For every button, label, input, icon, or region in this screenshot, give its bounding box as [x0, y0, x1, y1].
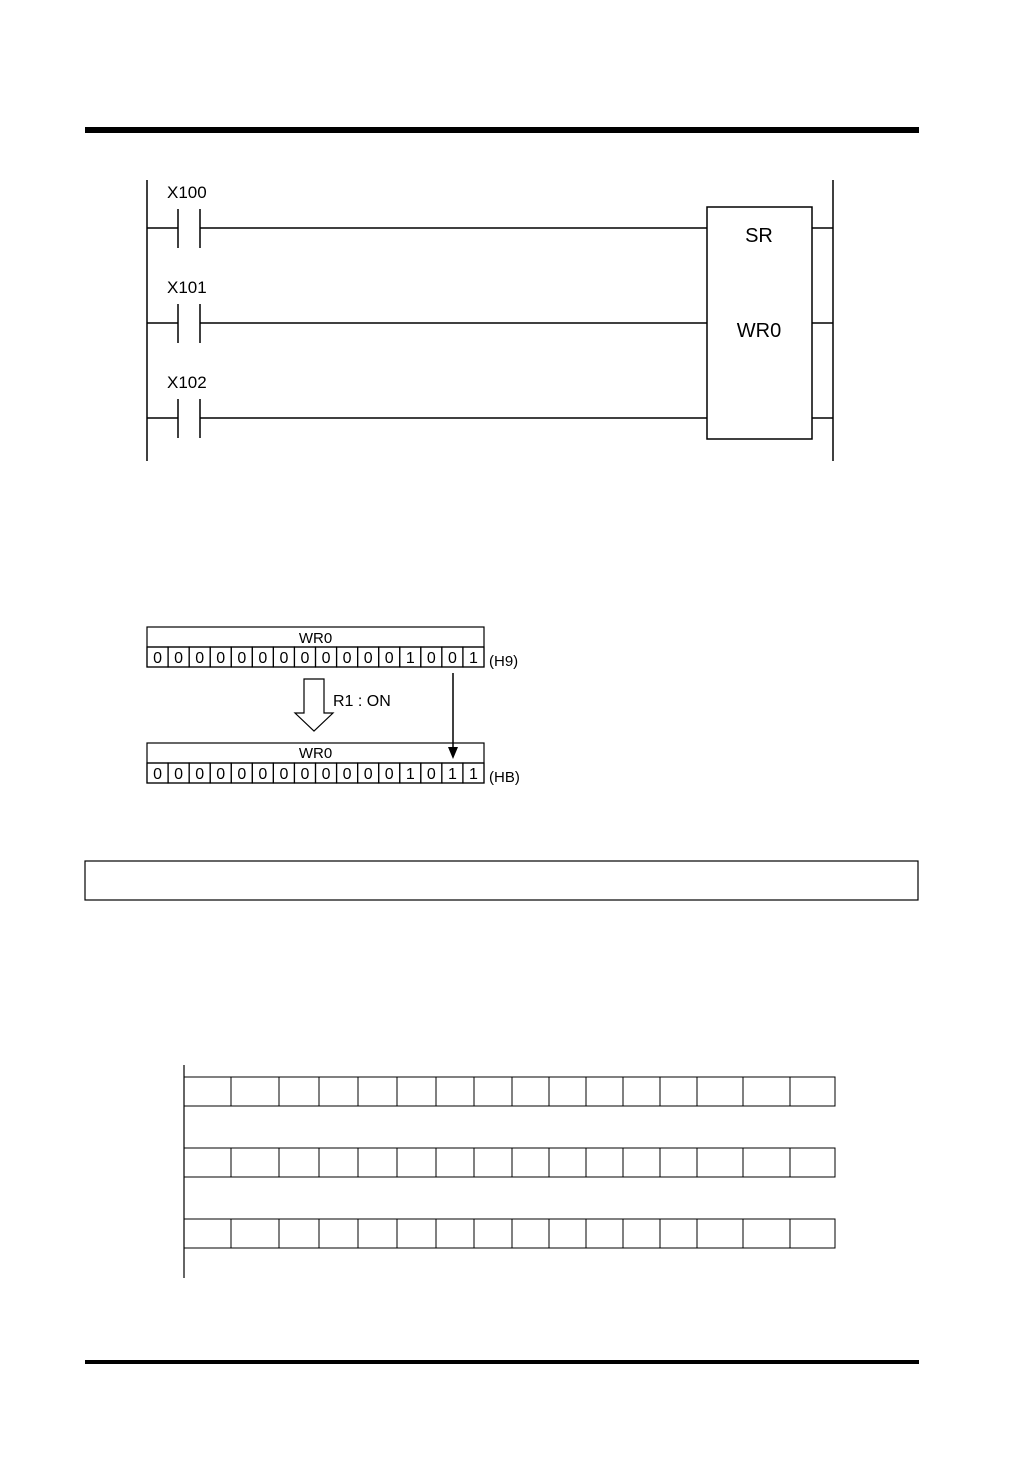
- table-cell-r0-c12: [660, 1077, 697, 1106]
- bit-before-bit-1: 0: [174, 650, 184, 667]
- table-cell-r2-c4: [358, 1219, 397, 1248]
- table-cell-r0-c2: [279, 1077, 319, 1106]
- table-cell-r0-c7: [474, 1077, 512, 1106]
- bit-before-bit-8: 0: [321, 650, 331, 667]
- bit-before-bit-9: 0: [342, 650, 352, 667]
- table-cell-r2-c5: [397, 1219, 436, 1248]
- transition-label: R1 : ON: [333, 693, 391, 710]
- contact-label-x101: X101: [167, 278, 207, 297]
- bit-after-bit-3: 0: [216, 766, 226, 783]
- footer-rule: [85, 1360, 919, 1364]
- bit-set-arrowhead-icon: [448, 747, 458, 759]
- bit-before-bit-14: 0: [447, 650, 457, 667]
- bit-after-bit-0: 0: [153, 766, 162, 783]
- bit-after-bit-5: 0: [258, 766, 268, 783]
- bit-after-bit-15: 1: [469, 766, 478, 783]
- table-cell-r1-c7: [474, 1148, 512, 1177]
- table-cell-r1-c2: [279, 1148, 319, 1177]
- bit-before-bit-13: 0: [426, 650, 436, 667]
- table-cell-r1-c15: [790, 1148, 835, 1177]
- table-cell-r1-c8: [512, 1148, 549, 1177]
- table-cell-r0-c15: [790, 1077, 835, 1106]
- register-before-hex: (H9): [489, 653, 519, 670]
- table-cell-r0-c14: [743, 1077, 790, 1106]
- table-cell-r1-c3: [319, 1148, 358, 1177]
- bit-before-bit-6: 0: [279, 650, 289, 667]
- register-after-hex: (HB): [489, 769, 520, 786]
- header-rule: [85, 127, 919, 133]
- table-cell-r0-c5: [397, 1077, 436, 1106]
- bit-after-bit-13: 0: [426, 766, 436, 783]
- bit-after-bit-9: 0: [342, 766, 352, 783]
- table-cell-r2-c10: [586, 1219, 623, 1248]
- bit-after-bit-14: 1: [447, 766, 457, 783]
- table-cell-r2-c2: [279, 1219, 319, 1248]
- table-cell-r1-c9: [549, 1148, 586, 1177]
- table-cell-r0-c10: [586, 1077, 623, 1106]
- bit-after-bit-11: 0: [384, 766, 394, 783]
- bit-after-bit-6: 0: [279, 766, 289, 783]
- table-cell-r1-c13: [697, 1148, 743, 1177]
- table-cell-r2-c9: [549, 1219, 586, 1248]
- table-cell-r1-c10: [586, 1148, 623, 1177]
- bit-after-bit-1: 0: [174, 766, 184, 783]
- rung-3: [147, 399, 833, 438]
- table-cell-r2-c15: [790, 1219, 835, 1248]
- bit-before-bit-12: 1: [405, 650, 415, 667]
- table-cell-r2-c11: [623, 1219, 660, 1248]
- register-after-bits: [147, 763, 484, 783]
- register-before: [147, 627, 518, 670]
- ladder-diagram: [147, 180, 833, 461]
- table-cell-r0-c13: [697, 1077, 743, 1106]
- bit-before-bit-4: 0: [237, 650, 247, 667]
- bit-after-bit-4: 0: [237, 766, 247, 783]
- table-cell-r1-c0: [184, 1148, 231, 1177]
- table-cell-r2-c12: [660, 1219, 697, 1248]
- table-cell-r0-c3: [319, 1077, 358, 1106]
- table-cell-r0-c9: [549, 1077, 586, 1106]
- bit-before-bit-0: 0: [153, 650, 162, 667]
- bit-after-bit-8: 0: [321, 766, 331, 783]
- bit-after-bit-2: 0: [195, 766, 205, 783]
- table-cell-r0-c4: [358, 1077, 397, 1106]
- bit-after-bit-12: 1: [405, 766, 415, 783]
- register-before-bits: [147, 647, 484, 667]
- table-cell-r0-c0: [184, 1077, 231, 1106]
- bit-after-bit-7: 0: [300, 766, 310, 783]
- register-before-label: WR0: [298, 630, 333, 647]
- table-cell-r1-c11: [623, 1148, 660, 1177]
- instruction-operand: WR0: [736, 320, 782, 342]
- bit-before-bit-3: 0: [216, 650, 226, 667]
- contact-label-x100: X100: [167, 183, 207, 202]
- bit-before-bit-11: 0: [384, 650, 394, 667]
- rung-1: [147, 209, 833, 248]
- bit-before-bit-10: 0: [363, 650, 373, 667]
- table-cell-r1-c14: [743, 1148, 790, 1177]
- shift-down-arrow-icon: [295, 679, 333, 731]
- table-cell-r2-c6: [436, 1219, 474, 1248]
- table-cell-r0-c1: [231, 1077, 279, 1106]
- bit-before-bit-7: 0: [300, 650, 310, 667]
- table-cell-r1-c1: [231, 1148, 279, 1177]
- table-cell-r2-c14: [743, 1219, 790, 1248]
- table-cell-r0-c11: [623, 1077, 660, 1106]
- table-cell-r1-c6: [436, 1148, 474, 1177]
- instruction-name: SR: [745, 225, 773, 247]
- bit-after-bit-10: 0: [363, 766, 373, 783]
- table-cell-r2-c7: [474, 1219, 512, 1248]
- bit-before-bit-15: 1: [469, 650, 478, 667]
- rung-2: [147, 304, 833, 343]
- contact-label-x102: X102: [167, 373, 207, 392]
- table-cell-r1-c5: [397, 1148, 436, 1177]
- table-cell-r2-c1: [231, 1219, 279, 1248]
- register-after-label: WR0: [298, 745, 333, 762]
- register-after: [147, 743, 520, 786]
- bit-before-bit-2: 0: [195, 650, 205, 667]
- table-cell-r0-c6: [436, 1077, 474, 1106]
- table-cell-r0-c8: [512, 1077, 549, 1106]
- bit-before-bit-5: 0: [258, 650, 268, 667]
- section-heading-box: [85, 861, 918, 900]
- table-cell-r2-c3: [319, 1219, 358, 1248]
- table-cell-r2-c0: [184, 1219, 231, 1248]
- bit-diagram: [147, 627, 520, 786]
- table-cell-r2-c13: [697, 1219, 743, 1248]
- empty-register-table: [184, 1065, 835, 1278]
- table-cell-r1-c12: [660, 1148, 697, 1177]
- table-cell-r1-c4: [358, 1148, 397, 1177]
- table-cell-r2-c8: [512, 1219, 549, 1248]
